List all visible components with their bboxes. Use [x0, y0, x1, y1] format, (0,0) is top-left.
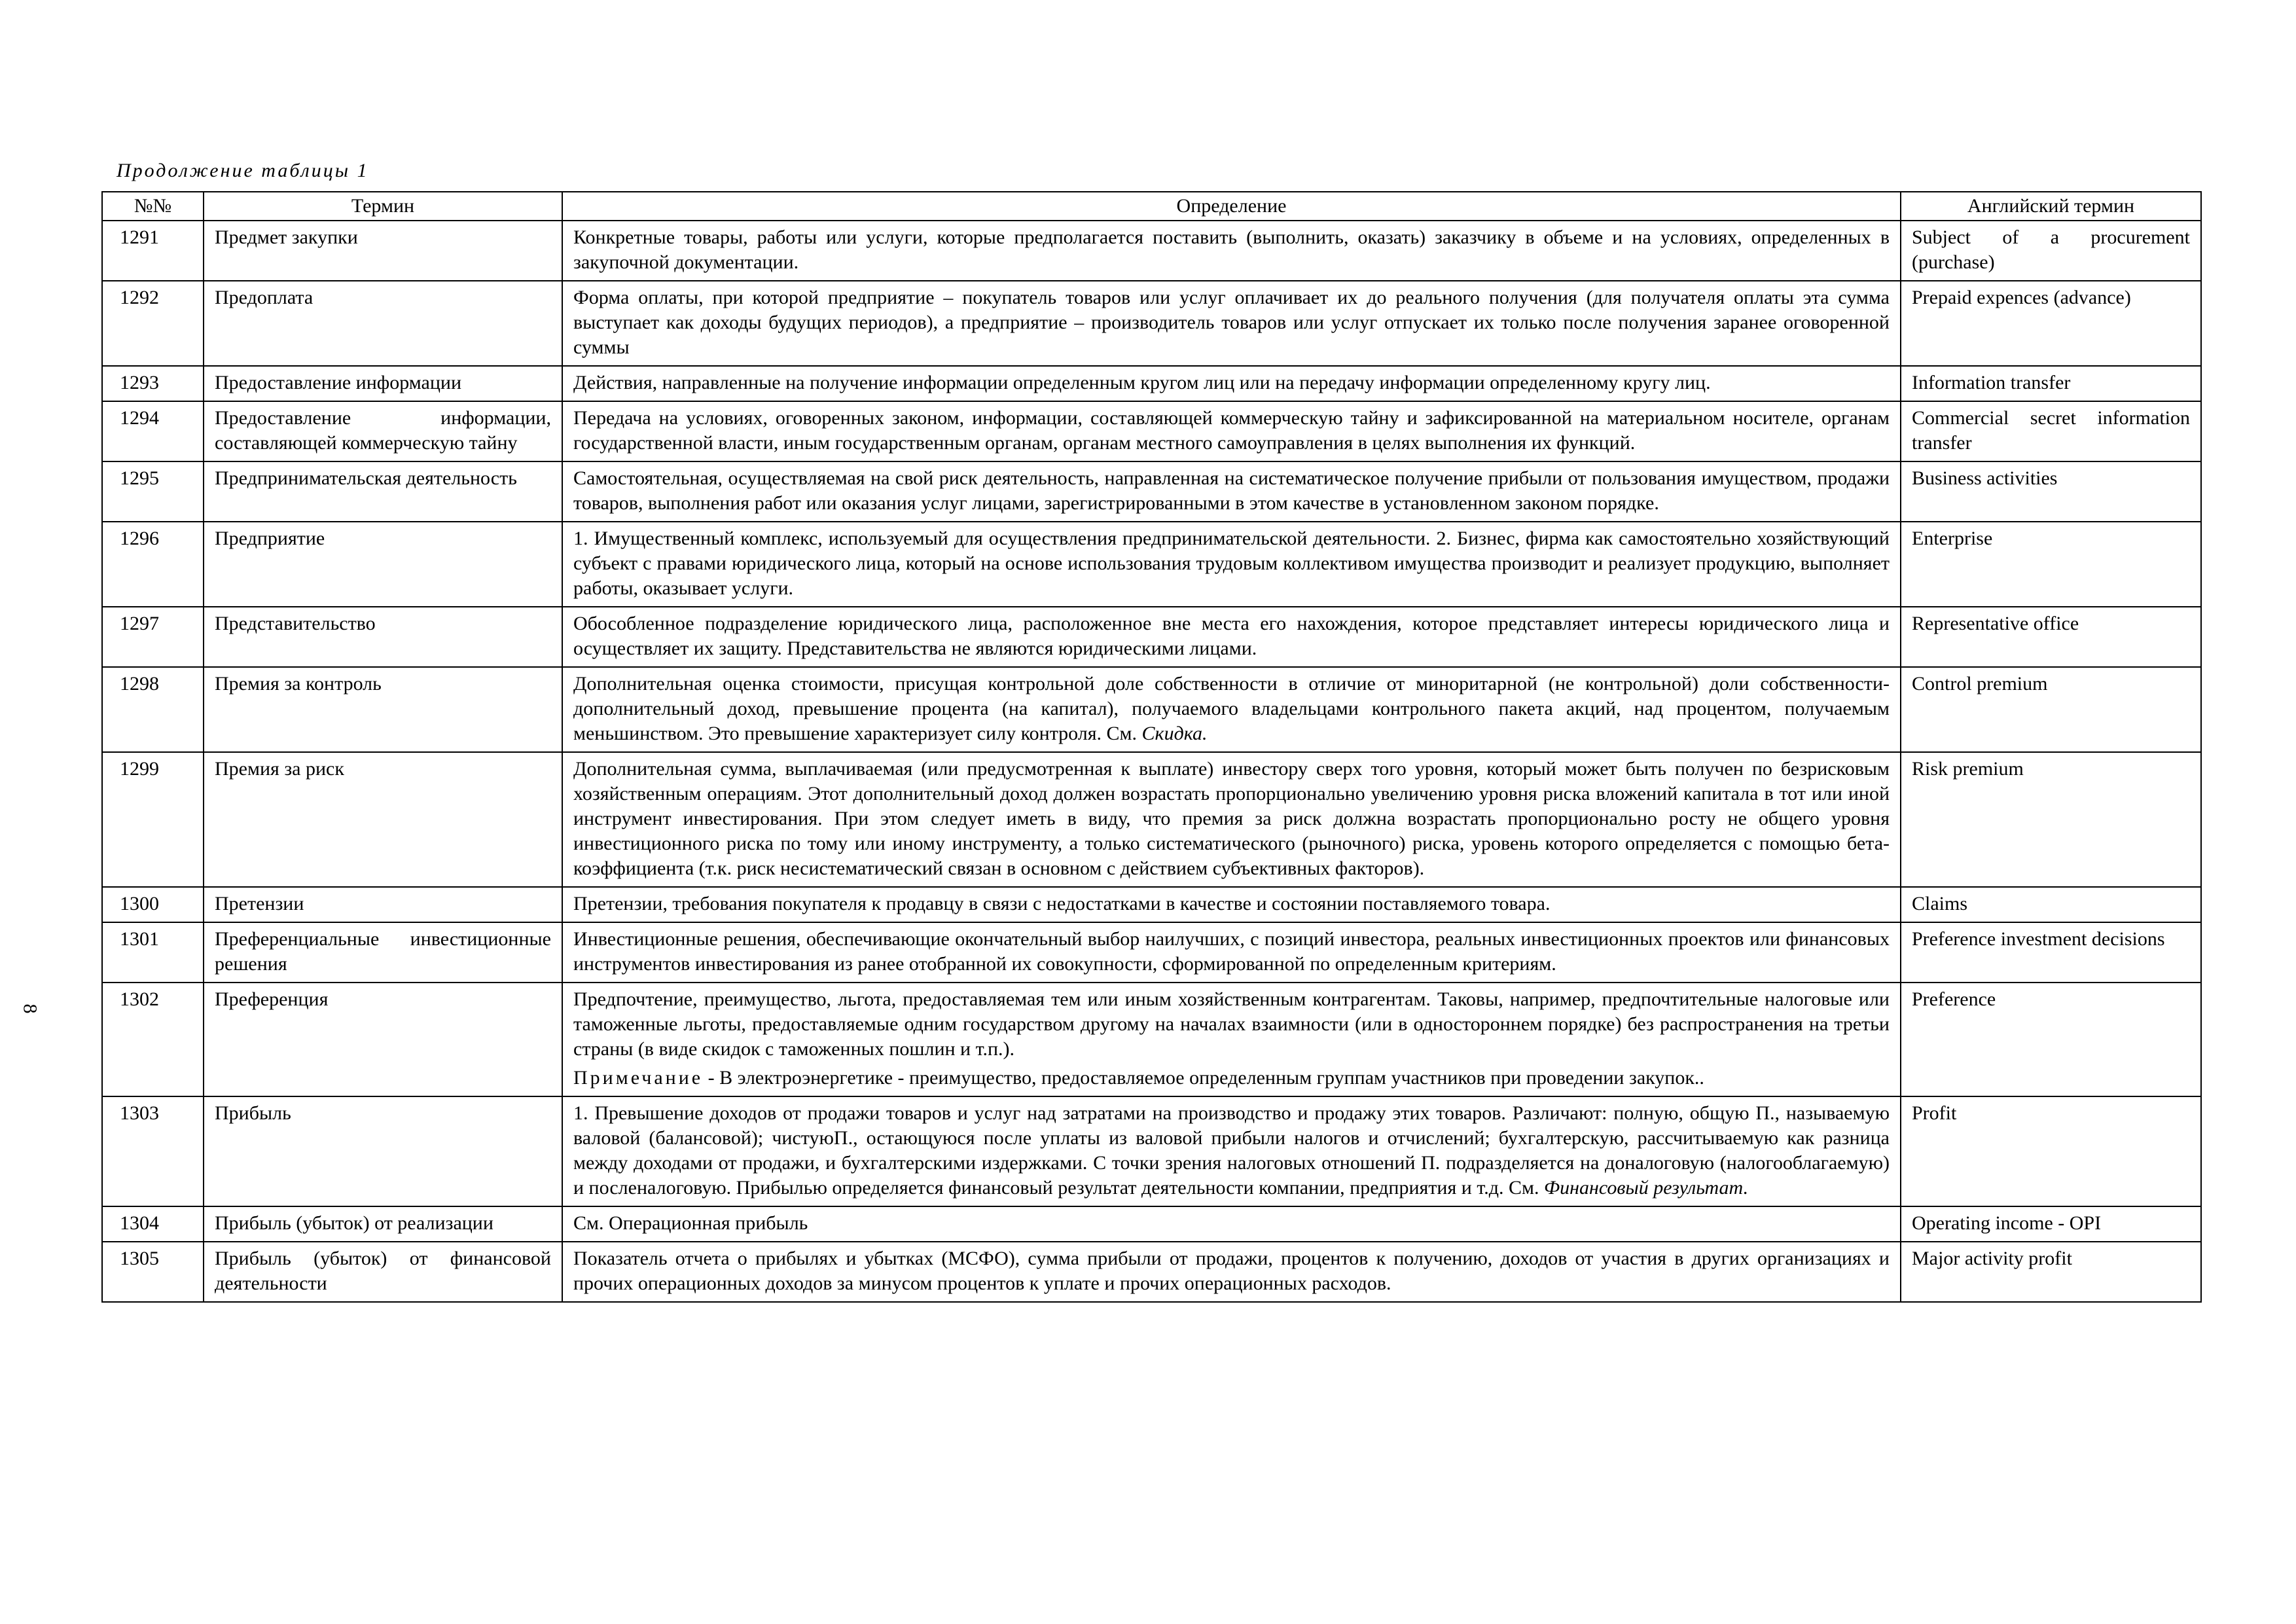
note-label: Примечание	[573, 1067, 704, 1089]
row-number: 1304	[102, 1206, 204, 1242]
row-term: Предоплата	[204, 281, 562, 366]
row-term: Прибыль (убыток) от реализации	[204, 1206, 562, 1242]
page-number: 8	[19, 1003, 41, 1014]
row-number: 1302	[102, 983, 204, 1096]
row-term: Прибыль	[204, 1096, 562, 1206]
table-row	[102, 522, 2201, 607]
row-term: Предприятие	[204, 522, 562, 607]
definition-reference: Скидка.	[1141, 723, 1208, 744]
row-english-term: Information transfer	[1901, 366, 2201, 401]
row-definition: Конкретные товары, работы или услуги, которые предполагается поставить (выполнить, оказать) заказчику в объеме и на условиях, определенных в закупочной документации.	[562, 221, 1901, 281]
header-term: Термин	[204, 192, 562, 221]
row-term: Предпринимательская деятельность	[204, 461, 562, 522]
row-english-term: Profit	[1901, 1096, 2201, 1206]
row-term: Представительство	[204, 607, 562, 667]
row-number: 1301	[102, 922, 204, 983]
row-english-term: Major activity profit	[1901, 1242, 2201, 1302]
row-definition	[562, 667, 1901, 752]
definition-reference: Финансовый результат.	[1543, 1177, 1749, 1199]
row-definition: Показатель отчета о прибылях и убытках (МСФО), сумма прибыли от продажи, процентов к получению, доходов от участия в других организациях и прочих операционных доходов за минусом процентов к уплате и прочих операционных расходов.	[562, 1242, 1901, 1302]
definition-text: 1. Превышение доходов от продажи товаров и услуг над затратами на производство и продажу этих товаров. Различают: полную, общую П., называемую валовой (балансовой); чистуюП., остающуюся после уплаты из валовой прибыли налогов и отчислений; бухгалтерскую, рассчитываемую как разница между доходами от продажи, и бухгалтерскими издержками. С точки зрения налоговых отношений П. подразделяется на доналоговую (налогооблагаемую) и посленалоговую. Прибылью определяется финансовый результат деятельности компании, предприятия и т.д. См.	[573, 1102, 1890, 1199]
row-definition: Обособленное подразделение юридического лица, расположенное вне места его нахождения, которое представляет интересы юридического лица и осуществляет их защиту. Представительства не являются юридическими лицами.	[562, 607, 1901, 667]
row-number: 1291	[102, 221, 204, 281]
row-definition: Претензии, требования покупателя к продавцу в связи с недостатками в качестве и состоянии поставляемого товара.	[562, 887, 1901, 922]
row-number: 1300	[102, 887, 204, 922]
definition-text: Предпочтение, преимущество, льгота, предоставляемая тем или иным хозяйственным контрагентам. Таковы, например, предпочтительные налоговые или таможенные льготы, предоставляемые одним государством другому на началах взаимности (или в одностороннем порядке) без распространения на третьи страны (в виде скидок с таможенных пошлин и т.п.).	[573, 988, 1890, 1060]
row-english-term: Enterprise	[1901, 522, 2201, 607]
row-english-term: Control premium	[1901, 667, 2201, 752]
row-term: Преференция	[204, 983, 562, 1096]
row-definition: Действия, направленные на получение информации определенным кругом лиц или на передачу информации определенному кругу лиц.	[562, 366, 1901, 401]
row-number: 1299	[102, 752, 204, 887]
table-row	[102, 366, 2201, 401]
table-row	[102, 281, 2201, 366]
table-row	[102, 922, 2201, 983]
row-english-term: Claims	[1901, 887, 2201, 922]
row-definition: Форма оплаты, при которой предприятие – покупатель товаров или услуг оплачивает их до реального получения (для получателя оплаты эта сумма выступает как доходы будущих периодов), а предприятие – производитель товаров или услуг отпускает их только после получения заранее оговоренной суммы	[562, 281, 1901, 366]
header-num: №№	[102, 192, 204, 221]
row-definition	[562, 1096, 1901, 1206]
row-english-term: Representative office	[1901, 607, 2201, 667]
table-row	[102, 1242, 2201, 1302]
row-term: Премия за контроль	[204, 667, 562, 752]
row-english-term: Operating income - OPI	[1901, 1206, 2201, 1242]
row-definition: См. Операционная прибыль	[562, 1206, 1901, 1242]
row-english-term: Subject of a procurement (purchase)	[1901, 221, 2201, 281]
row-term: Предоставление информации, составляющей коммерческую тайну	[204, 401, 562, 461]
row-number: 1292	[102, 281, 204, 366]
definition-note	[573, 1066, 1890, 1091]
row-definition: Дополнительная сумма, выплачиваемая (или предусмотренная к выплате) инвестору сверх того уровня, который может быть получен по безрисковым хозяйственным операциям. Этот дополнительный доход должен возрастать пропорционально увеличению уровня риска вложений капитала в тот или иной инструмент инвестирования. При этом следует иметь в виду, что премия за риск должна возрастать пропорционально росту не общего уровня инвестиционного риска по тому или иному инструменту, а только систематического (рыночного) риска, уровень которого определяется с помощью бета-коэффициента (т.к. риск несистематический связан в основном с действием субъективных факторов).	[562, 752, 1901, 887]
row-number: 1294	[102, 401, 204, 461]
table-row	[102, 607, 2201, 667]
row-term: Претензии	[204, 887, 562, 922]
table-row	[102, 752, 2201, 887]
row-english-term: Business activities	[1901, 461, 2201, 522]
row-english-term: Preference	[1901, 983, 2201, 1096]
row-number: 1297	[102, 607, 204, 667]
row-number: 1296	[102, 522, 204, 607]
table-header-row	[102, 192, 2201, 221]
row-number: 1293	[102, 366, 204, 401]
row-term: Премия за риск	[204, 752, 562, 887]
table-row	[102, 1096, 2201, 1206]
row-number: 1305	[102, 1242, 204, 1302]
glossary-table	[101, 191, 2202, 1303]
definition-text: Дополнительная оценка стоимости, присущая контрольной доле собственности в отличие от миноритарной (не контрольной) доли собственности- дополнительный доход, превышение процента (на капитал), получаемого владельцами контрольного пакета акций, над процентом, получаемым меньшинством. Это превышение характеризует силу контроля. См.	[573, 673, 1890, 744]
row-english-term: Commercial secret information transfer	[1901, 401, 2201, 461]
row-number: 1298	[102, 667, 204, 752]
row-definition: Передача на условиях, оговоренных законом, информации, составляющей коммерческую тайну и зафиксированной на материальном носителе, органам государственной власти, иным государственным органам, органам местного самоуправления в целях выполнения их функций.	[562, 401, 1901, 461]
table-row	[102, 461, 2201, 522]
table-row	[102, 401, 2201, 461]
row-english-term: Prepaid expences (advance)	[1901, 281, 2201, 366]
header-definition: Определение	[562, 192, 1901, 221]
row-definition: 1. Имущественный комплекс, используемый для осуществления предпринимательской деятельности. 2. Бизнес, фирма как самостоятельно хозяйствующий субъект с правами юридического лица, который на основе использования трудовым коллективом имущества производит и реализует продукцию, выполняет работы, оказывает услуги.	[562, 522, 1901, 607]
table-row	[102, 887, 2201, 922]
row-definition: Инвестиционные решения, обеспечивающие окончательный выбор наилучших, с позиций инвестора, реальных инвестиционных проектов или финансовых инструментов инвестирования из ранее отобранной их совокупности, сформированной по определенным критериям.	[562, 922, 1901, 983]
header-english: Английский термин	[1901, 192, 2201, 221]
row-english-term: Preference investment decisions	[1901, 922, 2201, 983]
note-text: - В электроэнергетике - преимущество, предоставляемое определенным группам участников при проведении закупок..	[703, 1067, 1704, 1089]
row-term: Предоставление информации	[204, 366, 562, 401]
table-row	[102, 221, 2201, 281]
row-number: 1303	[102, 1096, 204, 1206]
row-number: 1295	[102, 461, 204, 522]
table-caption: Продолжение таблицы 1	[117, 160, 369, 181]
row-definition	[562, 983, 1901, 1096]
row-definition: Самостоятельная, осуществляемая на свой риск деятельность, направленная на систематическое получение прибыли от пользования имуществом, продажи товаров, выполнения работ или оказания услуг лицами, зарегистрированными в этом качестве в установленном законом порядке.	[562, 461, 1901, 522]
table-row	[102, 1206, 2201, 1242]
row-term: Прибыль (убыток) от финансовой деятельности	[204, 1242, 562, 1302]
row-term: Преференциальные инвестиционные решения	[204, 922, 562, 983]
row-english-term: Risk premium	[1901, 752, 2201, 887]
table-row	[102, 983, 2201, 1096]
table-row	[102, 667, 2201, 752]
row-term: Предмет закупки	[204, 221, 562, 281]
